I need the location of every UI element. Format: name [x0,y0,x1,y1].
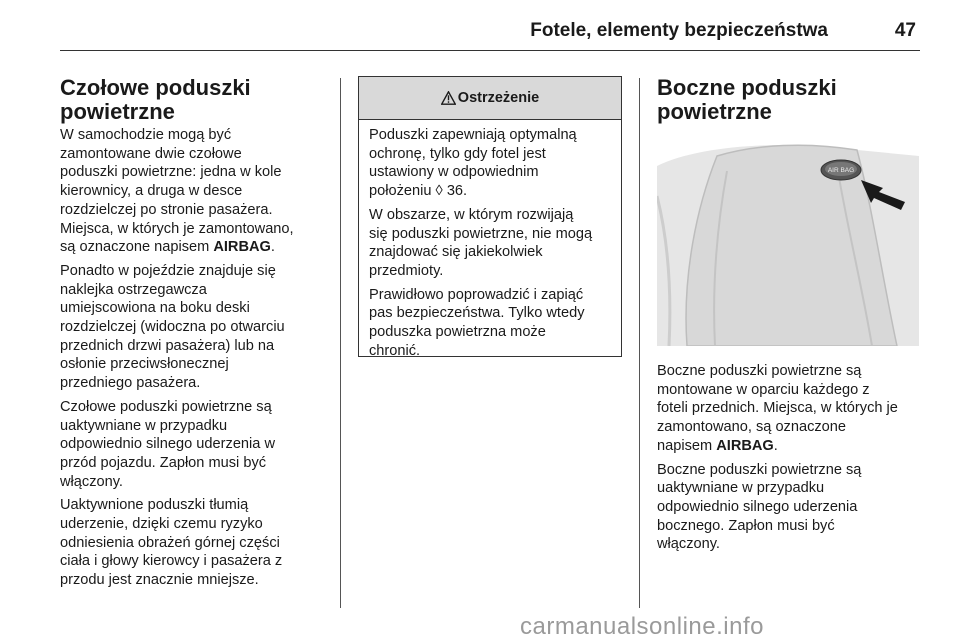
warning-body [359,120,621,360]
text-line: Ponadto w pojeździe znajduje się [60,262,276,279]
text-line: chronić. [369,342,421,359]
text-line: zamontowano, są oznaczone [657,419,847,436]
heading-line: Czołowe poduszki [60,75,251,100]
text-line: przedmioty. [369,262,444,279]
side-airbags-paragraph-1 [657,362,927,456]
airbag-marking-text: AIRBAG [716,437,774,454]
warning-header [359,77,621,120]
site-watermark: carmanualsonline.info [520,613,764,640]
text-line: W samochodzie mogą być [60,127,232,143]
text-line [60,238,335,257]
page-number: 47 [894,20,916,41]
side-airbags-text [657,362,927,559]
text-line: włączony. [657,536,720,553]
side-airbags-paragraph-2 [657,461,927,555]
text-line: przód pojazdu. Zapłon musi być [60,454,267,471]
chapter-title: Fotele, elementy bezpieczeństwa [530,20,828,41]
text-line: kierownicy, a druga w desce [60,183,243,200]
page-reference-icon: ◊ [435,183,443,200]
text-line: ustawiony w odpowiednim [369,164,539,181]
text-line: zamontowane dwie czołowe [60,145,242,162]
warning-triangle-icon [441,90,456,106]
side-airbags-section [657,76,922,126]
heading-line: powietrzne [60,99,175,124]
text-line: uaktywniane w przypadku [60,417,228,434]
text-line: osłonie przeciwsłonecznej [60,356,229,373]
front-airbags-paragraph-4 [60,496,335,590]
text-line: odpowiednio silnego uderzenia w [60,436,276,453]
text-line: ciała i głowy kierowcy i pasażera z [60,553,283,570]
warning-box [358,76,622,357]
text-line: przednich drzwi pasażera) lub na [60,337,275,354]
airbag-emblem-text: AIR BAG [827,167,855,174]
text-line: rozdzielczej (widoczna po otwarciu [60,319,285,336]
column-divider-right [639,78,640,608]
column-divider-left [340,78,341,608]
text-fragment: . [270,239,275,256]
text-fragment: są oznaczone napisem [60,239,214,256]
text-line: Prawidłowo poprowadzić i zapiąć [369,286,584,303]
text-line: rozdzielczej po stronie pasażera. [60,201,273,218]
text-line: Czołowe poduszki powietrzne są [60,398,272,415]
text-line: się poduszki powietrzne, nie mogą [369,225,593,242]
airbag-marking-text: AIRBAG [213,239,271,256]
text-line [369,182,611,201]
front-airbags-paragraph-3 [60,398,335,492]
text-line: Boczne poduszki powietrzne są [657,461,862,478]
side-airbags-heading [657,76,922,124]
text-line: pas bezpieczeństwa. Tylko wtedy [369,305,585,322]
text-line: Miejsca, w których je zamontowano, [60,220,294,237]
text-line: Poduszki zapewniają optymalną [369,127,577,143]
text-line: Boczne poduszki powietrzne są [657,363,862,379]
text-fragment: położeniu [369,183,436,200]
text-line: odniesienia obrażeń górnej części [60,534,280,551]
front-airbags-paragraph-1 [60,126,335,257]
text-line: przodu jest znacznie mniejsze. [60,572,259,589]
text-line: naklejka ostrzegawcza [60,281,207,298]
seat-airbag-label-illustration [657,136,919,346]
heading-line: powietrzne [657,99,772,124]
text-line: poduszka powietrzna może [369,324,546,341]
text-fragment: . [773,437,778,454]
heading-line: Boczne poduszki [657,75,837,100]
front-airbags-heading [60,76,335,124]
page-reference-number: 36. [442,183,468,200]
front-airbags-paragraph-2 [60,262,335,393]
warning-paragraph-2 [369,206,611,281]
text-line: W obszarze, w którym rozwijają [369,206,574,223]
text-line: uaktywniane w przypadku [657,480,825,497]
text-line: odpowiednio silnego uderzenia [657,498,858,515]
warning-title: Ostrzeżenie [457,90,540,106]
text-line: umiejscowiona na boku deski [60,300,250,317]
text-line: uderzenie, dzięki czemu ryzyko [60,516,263,533]
text-line [657,437,927,456]
text-line: bocznego. Zapłon musi być [657,517,835,534]
page-header [60,18,920,51]
text-line: foteli przednich. Miejsca, w których je [657,400,898,417]
text-fragment: napisem [657,437,717,454]
text-line: montowane w oparciu każdego z [657,381,870,398]
text-line: znajdować się jakiekolwiek [369,244,543,261]
text-line: przedniego pasażera. [60,375,201,392]
text-line: włączony. [60,473,123,490]
text-line: ochronę, tylko gdy fotel jest [369,145,546,162]
text-line: poduszki powietrzne: jedna w kole [60,164,282,181]
text-line: Uaktywnione poduszki tłumią [60,497,249,514]
warning-paragraph-1 [369,126,611,201]
front-airbags-section [60,76,335,595]
warning-paragraph-3 [369,286,611,361]
